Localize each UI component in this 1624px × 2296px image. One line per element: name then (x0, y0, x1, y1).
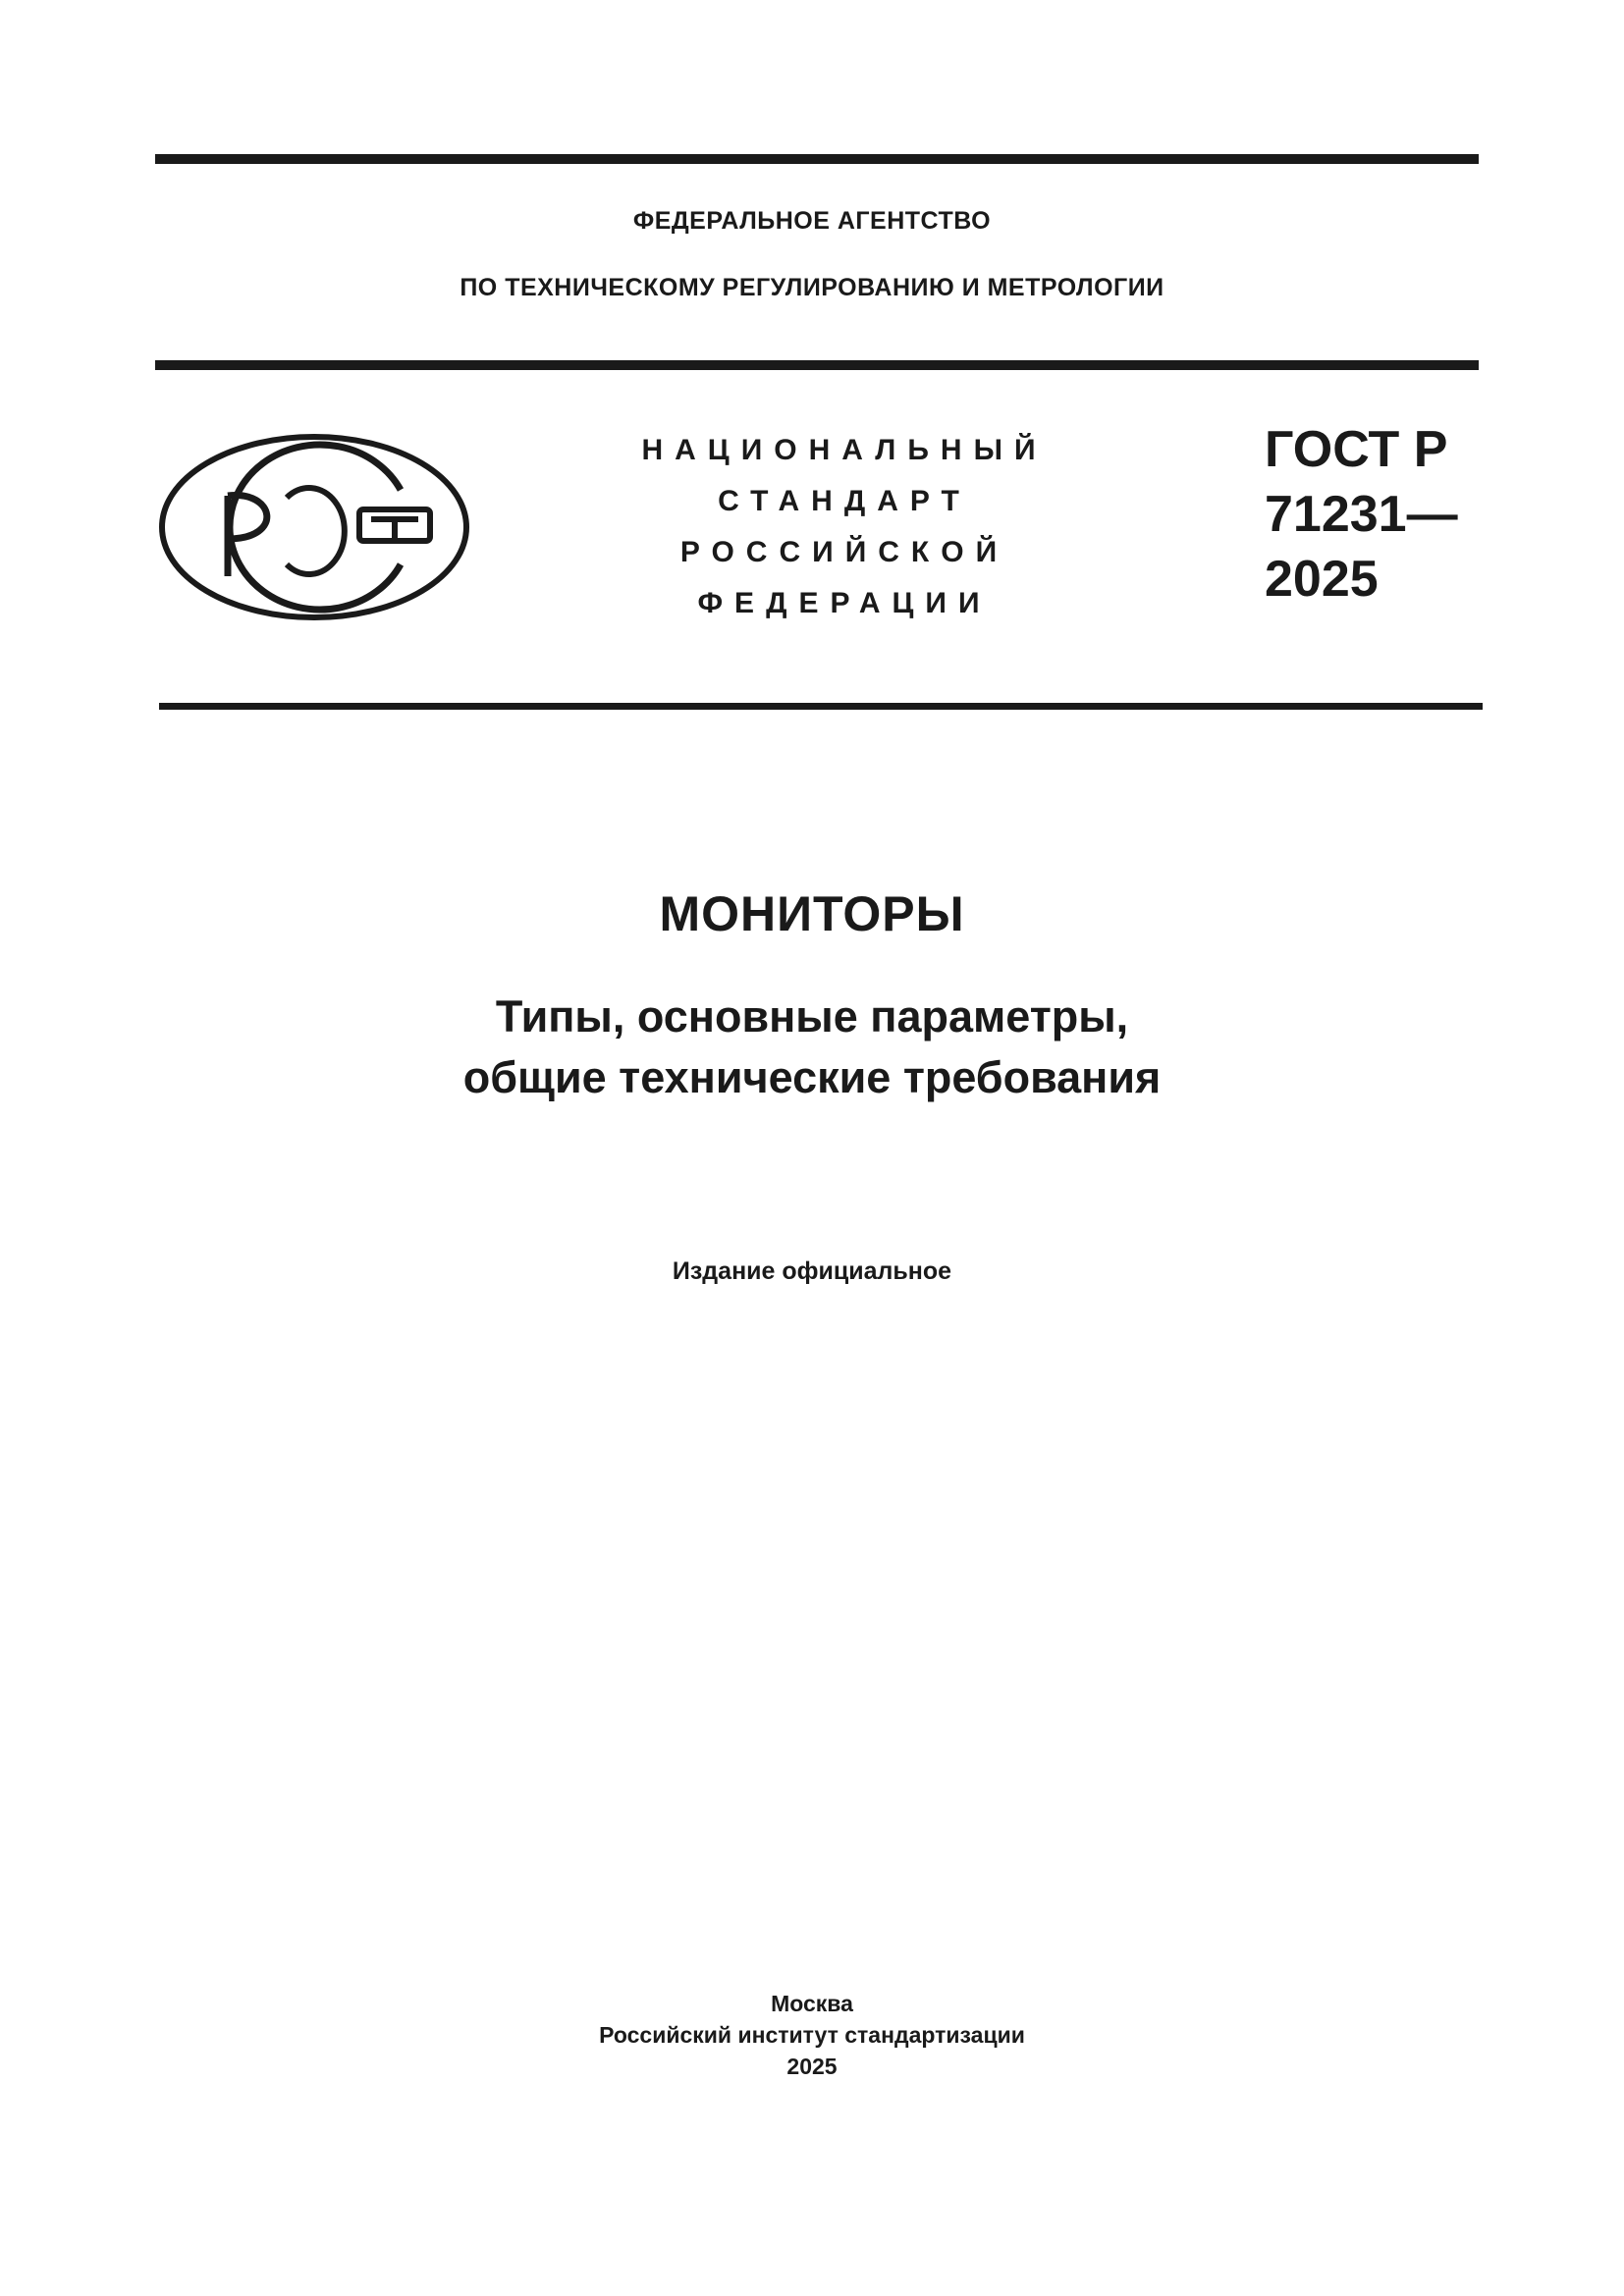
designation-line-1: ГОСТ Р (1265, 421, 1448, 478)
standard-type-line-4: ФЕДЕРАЦИИ (697, 587, 992, 619)
document-title: МОНИТОРЫ (659, 886, 965, 941)
agency-name-line-1: ФЕДЕРАЛЬНОЕ АГЕНТСТВО (632, 207, 992, 235)
subtitle-line-1: Типы, основные параметры, (495, 991, 1129, 1041)
designation-line-2: 71231— (1265, 486, 1458, 543)
designation-line-3: 2025 (1265, 551, 1379, 608)
standard-type-line-2: СТАНДАРТ (718, 485, 971, 517)
top-rule (155, 154, 1479, 164)
imprint-city: Москва (771, 1991, 853, 2016)
standard-designation (1265, 417, 1458, 612)
standard-type-block (628, 425, 1060, 629)
standard-type-line-3: РОССИЙСКОЙ (679, 536, 1009, 568)
agency-name-line-2: ПО ТЕХНИЧЕСКОМУ РЕГУЛИРОВАНИЮ И МЕТРОЛОГИИ (460, 274, 1164, 301)
edition-label: Издание официальное (672, 1257, 952, 1285)
imprint-year: 2025 (786, 2054, 838, 2079)
middle-rule (155, 360, 1479, 370)
rst-logo-icon (157, 429, 471, 625)
imprint-publisher: Российский институт стандартизации (599, 2022, 1025, 2048)
subtitle-line-2: общие технические требования (462, 1052, 1162, 1102)
imprint-block (0, 1988, 1624, 2082)
bottom-rule (159, 703, 1483, 710)
document-subtitle (0, 987, 1624, 1108)
standard-type-line-1: НАЦИОНАЛЬНЫЙ (641, 434, 1048, 466)
